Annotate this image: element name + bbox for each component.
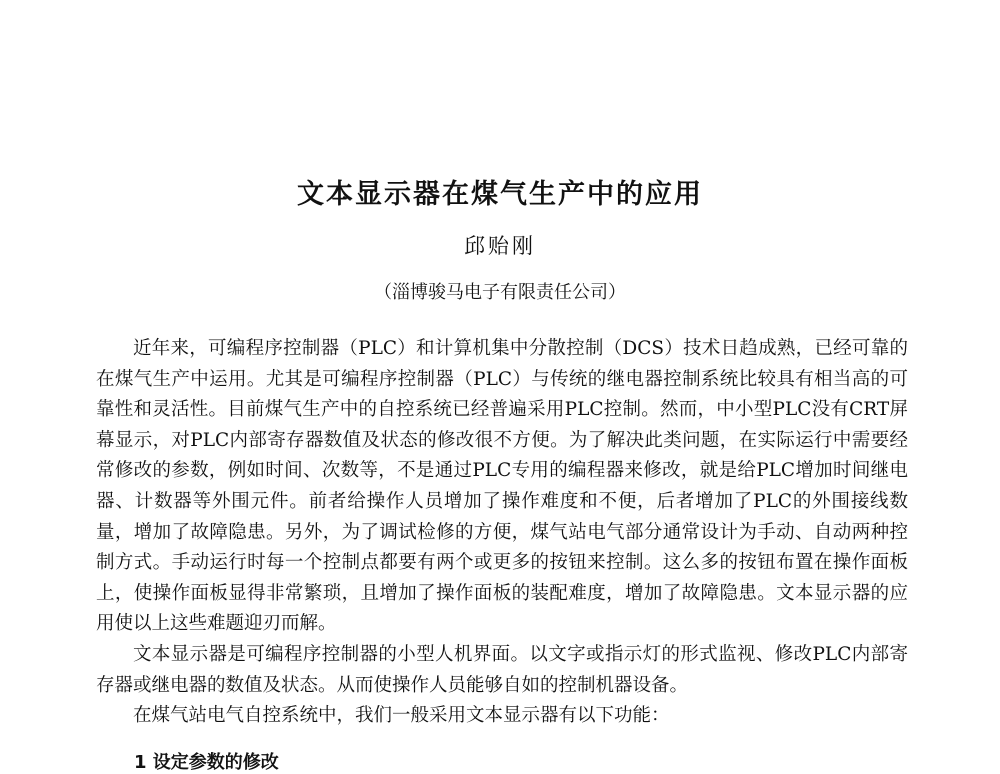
body-paragraph-3: 在煤气站电气自控系统中，我们一般采用文本显示器有以下功能： — [133, 705, 670, 727]
article-affiliation: （淄博骏马电子有限责任公司） — [374, 282, 626, 303]
article-title: 文本显示器在煤气生产中的应用 — [297, 179, 703, 210]
body-paragraph-1: 近年来，可编程序控制器（PLC）和计算机集中分散控制（DCS）技术日趋成熟，已经可靠的在煤气生产中运用。尤其是可编程序控制器（PLC）与传统的继电器控制系统比较具有相当高的可靠性和灵活性。目前煤气生产中的自控系统已经普遍采用PLC控制。然而，中小型PLC没有CRT屏幕显示，对PLC内部寄存器数值及状态的修改很不方便。为了解决此类问题，在实际运行中需要经常修改的参数，例如时间、次数等，不是通过PLC专用的编程器来修改，就是给PLC增加时间继电器、计数器等外围元件。前者给操作人员增加了操作难度和不便，后者增加了PLC的外围接线数量，增加了故障隐患。另外，为了调试检修的方便，煤气站电气部分通常设计为手动、自动两种控制方式。手动运行时每一个控制点都要有两个或更多的按钮来控制。这么多的按钮布置在操作面板上，使操作面板显得非常繁琐，且增加了操作面板的装配难度，增加了故障隐患。文本显示器的应用使以上这些难题迎刃而解。 — [96, 338, 908, 635]
article-author: 邱贻刚 — [464, 234, 536, 258]
body-paragraph-2: 文本显示器是可编程序控制器的小型人机界面。以文字或指示灯的形式监视、修改PLC内部寄存器或继电器的数值及状态。从而使操作人员能够自如的控制机器设备。 — [96, 643, 908, 696]
section-heading: 1 设定参数的修改 — [134, 752, 279, 773]
article-body — [96, 334, 908, 732]
